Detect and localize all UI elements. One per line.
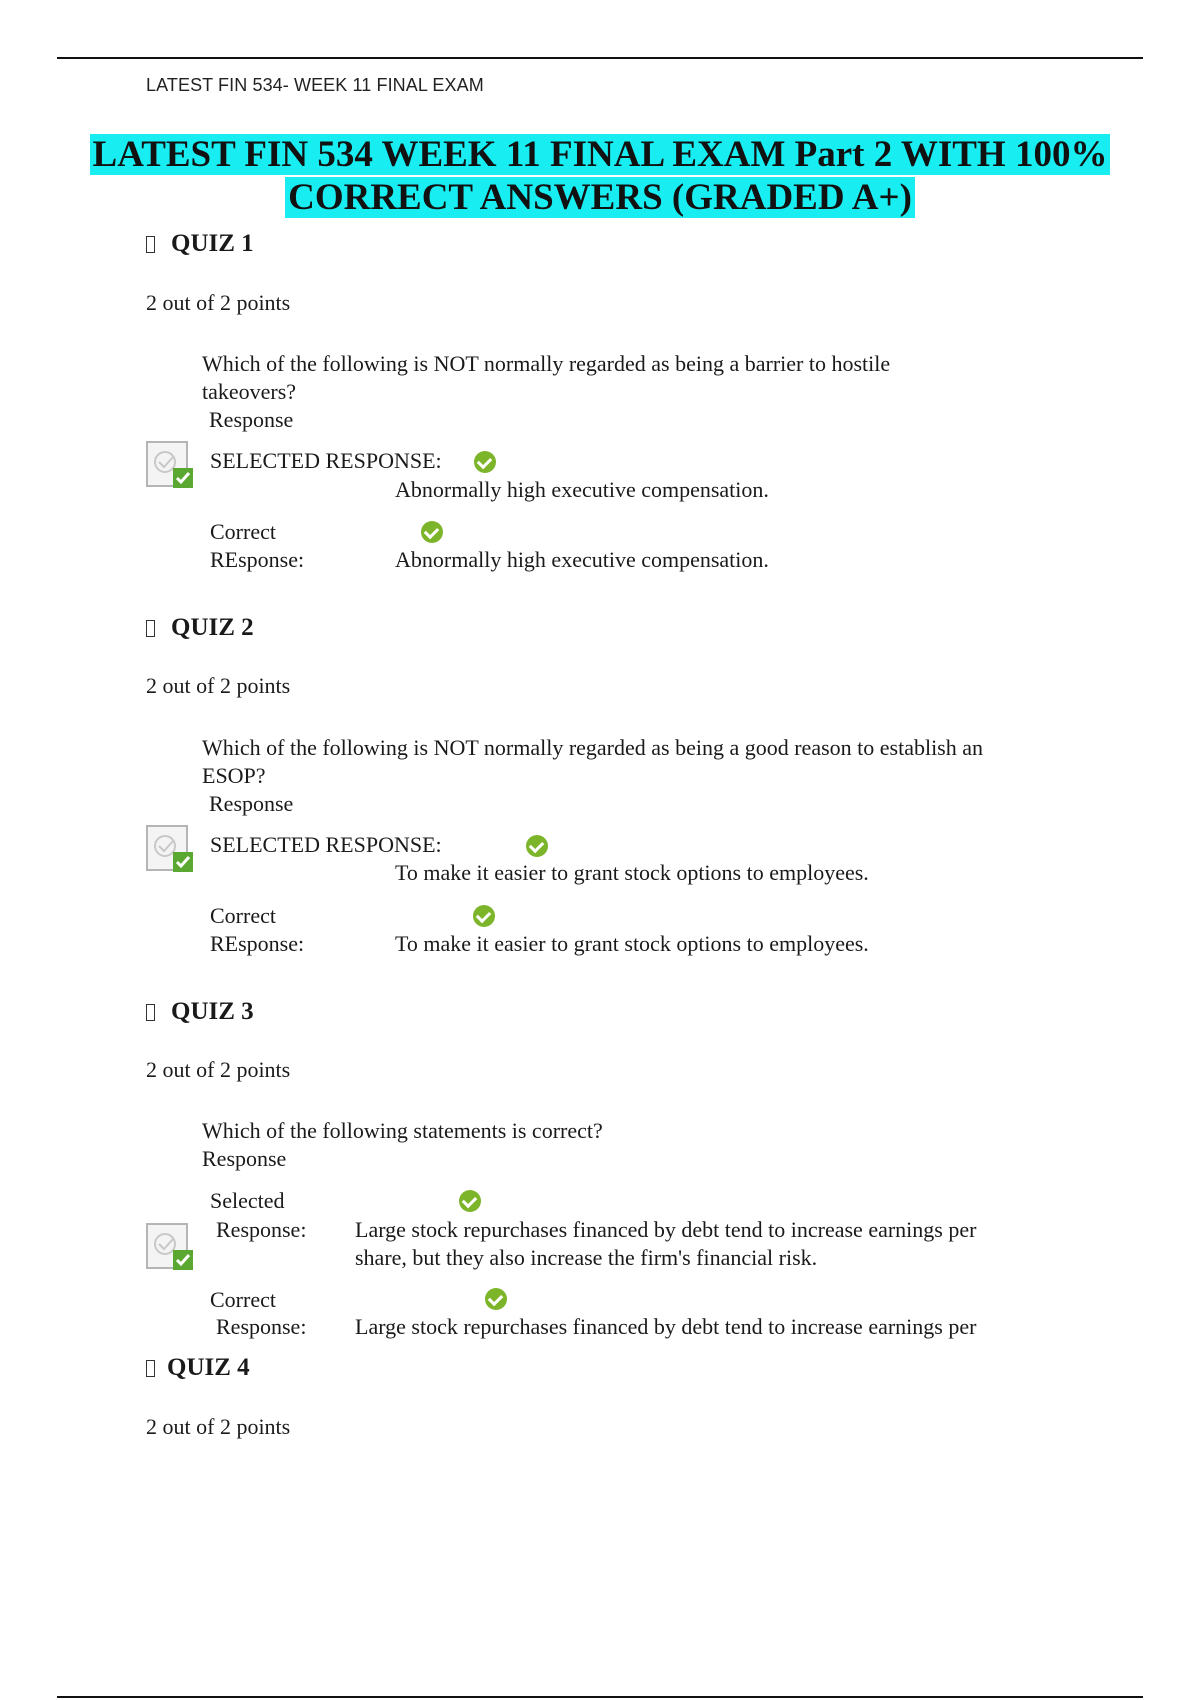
question-line: Which of the following statements is correct?: [202, 1118, 603, 1143]
correct-answer: To make it easier to grant stock options to employees.: [395, 931, 869, 956]
correct-answer: Large stock repurchases financed by debt tend to increase earnings per: [355, 1314, 977, 1339]
correct-label: REsponse:: [210, 547, 305, 572]
selected-answer: To make it easier to grant stock options to employees.: [395, 860, 869, 885]
check-circle-icon: [485, 1288, 507, 1310]
quiz-heading-label: QUIZ 2: [171, 614, 254, 641]
quiz-heading-label: QUIZ 1: [171, 230, 254, 257]
question-text: [202, 1117, 1082, 1173]
question-text: [202, 350, 1082, 406]
quiz-heading: [146, 230, 254, 258]
quiz-points: 2 out of 2 points: [146, 1414, 291, 1439]
check-circle-icon: [526, 835, 548, 857]
correct-answer: Abnormally high executive compensation.: [395, 547, 769, 572]
graded-document-icon: [145, 824, 197, 874]
bottom-rule: [57, 1696, 1143, 1698]
response-label: Response: [209, 791, 294, 816]
question-line: Which of the following is NOT normally regarded as being a barrier to hostile: [202, 351, 891, 376]
graded-document-icon: [145, 440, 197, 490]
quiz-points: 2 out of 2 points: [146, 1057, 291, 1082]
graded-document-icon: [145, 1222, 197, 1272]
question-line: ESOP?: [202, 763, 266, 788]
response-label: Response: [209, 407, 294, 432]
document-title: [0, 133, 1200, 219]
quiz-points: 2 out of 2 points: [146, 290, 291, 315]
quiz-heading-label: QUIZ 4: [167, 1354, 250, 1381]
box-icon: [146, 236, 155, 253]
box-icon: [146, 1004, 155, 1021]
selected-answer: [355, 1216, 1115, 1272]
selected-label: Selected: [210, 1188, 285, 1213]
top-rule: [57, 57, 1143, 59]
quiz-points: 2 out of 2 points: [146, 673, 291, 698]
box-icon: [146, 620, 155, 637]
check-circle-icon: [473, 905, 495, 927]
title-line-2: CORRECT ANSWERS (GRADED A+): [285, 177, 915, 218]
answer-line: share, but they also increase the firm's financial risk.: [355, 1245, 818, 1270]
question-text: [202, 734, 1102, 790]
answer-line: Large stock repurchases financed by debt tend to increase earnings per: [355, 1217, 977, 1242]
selected-label: Response:: [216, 1217, 307, 1242]
check-circle-icon: [459, 1190, 481, 1212]
quiz-heading: [146, 614, 254, 642]
check-circle-icon: [421, 521, 443, 543]
correct-label: REsponse:: [210, 931, 305, 956]
correct-label: Correct: [210, 903, 276, 928]
quiz-heading: [146, 1354, 250, 1382]
selected-answer: Abnormally high executive compensation.: [395, 477, 769, 502]
running-header: LATEST FIN 534- WEEK 11 FINAL EXAM: [146, 75, 484, 95]
quiz-heading: [146, 998, 254, 1026]
correct-label: Correct: [210, 519, 276, 544]
response-label: Response: [202, 1146, 287, 1171]
question-line: takeovers?: [202, 379, 297, 404]
correct-label: Correct: [210, 1287, 276, 1312]
correct-label: Response:: [216, 1314, 307, 1339]
question-line: Which of the following is NOT normally regarded as being a good reason to establish an: [202, 735, 984, 760]
quiz-heading-label: QUIZ 3: [171, 998, 254, 1025]
box-icon: [146, 1360, 155, 1377]
check-circle-icon: [474, 451, 496, 473]
title-line-1: LATEST FIN 534 WEEK 11 FINAL EXAM Part 2 WITH 100%: [90, 134, 1111, 175]
selected-response-label: SELECTED RESPONSE:: [210, 832, 442, 857]
selected-response-label: SELECTED RESPONSE:: [210, 448, 442, 473]
